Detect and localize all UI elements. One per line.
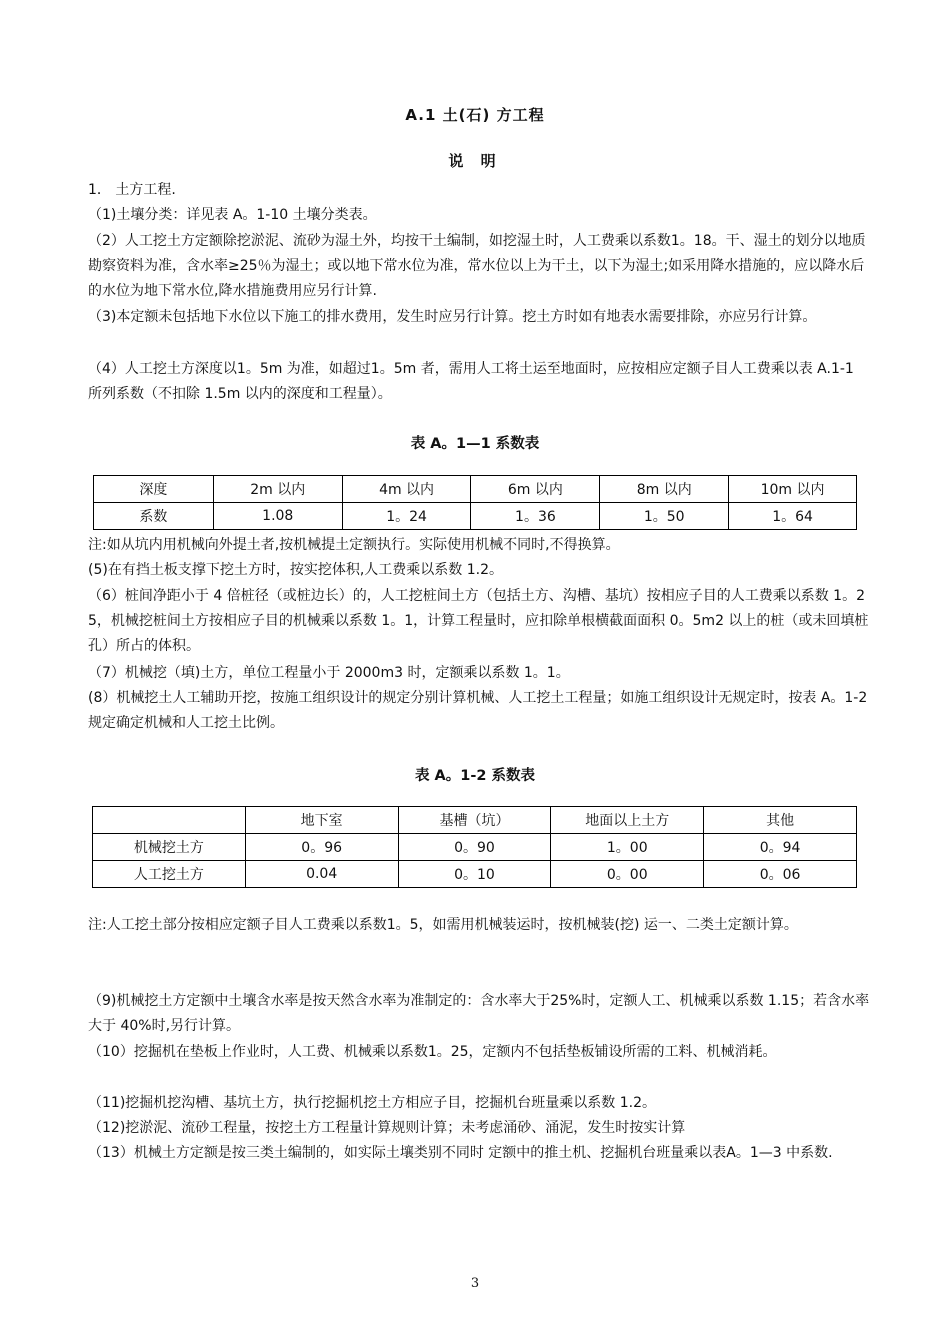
table2-row [93, 834, 857, 861]
table2-cell: 0。96 [245, 834, 398, 861]
table1-cell: 1。24 [342, 503, 471, 530]
paragraph-1-4: （4）人工挖土方深度以1。5m 为准，如超过1。5m 者，需用人工将土运至地面时，应按相应定额子目人工费乘以表 A.1-1 所列系数（不扣除 1.5m 以内的深度和工程量）。 [88, 361, 854, 402]
table2-row [93, 861, 857, 888]
section-title: A.1 土(石) 方工程 [405, 106, 545, 124]
table2-header-cell: 地下室 [245, 807, 398, 834]
table1-header-cell: 深度 [94, 476, 214, 503]
page-number: 3 [470, 1276, 480, 1291]
paragraph-9: （9)机械挖土方定额中土壤含水率是按天然含水率为准制定的：含水率大于25%时，定额人工、机械乘以系数 1.15；若含水率大于 40%时,另行计算。 [88, 993, 870, 1034]
table2-cell: 人工挖土方 [93, 861, 246, 888]
paragraph-7: （7）机械挖（填)土方，单位工程量小于 2000m3 时，定额乘以系数 1。1。 [88, 665, 570, 681]
paragraph-11: （11)挖掘机挖沟槽、基坑土方，执行挖掘机挖土方相应子目，挖掘机台班量乘以系数 1.2。 [88, 1095, 656, 1111]
table1-cell: 1。50 [600, 503, 729, 530]
table2-header-cell: 地面以上土方 [551, 807, 704, 834]
table1-header-cell: 6m 以内 [471, 476, 600, 503]
table1-caption: 表 A。1—1 系数表 [410, 436, 540, 452]
table2-header-cell: 基槽（坑） [398, 807, 551, 834]
table2-cell: 0.04 [245, 861, 398, 888]
table1-row [94, 503, 857, 530]
paragraph-1-3: （3)本定额未包括地下水位以下施工的排水费用，发生时应另行计算。挖土方时如有地表水需要排除，亦应另行计算。 [88, 309, 817, 325]
table2-note: 注:人工挖土部分按相应定额子目人工费乘以系数1。5，如需用机械装运时，按机械装(挖) 运一、二类土定额计算。 [88, 917, 798, 933]
table1-cell: 1。64 [729, 503, 857, 530]
table2-cell: 0。10 [398, 861, 551, 888]
table1-note: 注:如从坑内用机械向外提土者,按机械提土定额执行。实际使用机械不同时,不得换算。 [88, 537, 620, 553]
table2-cell: 0。06 [704, 861, 857, 888]
table1-cell: 系数 [94, 503, 214, 530]
table2-cell: 0。94 [704, 834, 857, 861]
table2-cell: 0。90 [398, 834, 551, 861]
paragraph-1-2: （2）人工挖土方定额除挖淤泥、流砂为湿土外，均按干土编制，如挖湿土时，人工费乘以系数1。18。干、湿土的划分以地质勘察资料为准，含水率≥25％为湿土；或以地下常水位为准，常水位以上为干土，以下为湿土;如采用降水措施的，应以降水后的水位为地下常水位,降水措施费用应另行计算. [88, 233, 866, 299]
table1-header-cell: 8m 以内 [600, 476, 729, 503]
table1-header-row [94, 476, 857, 503]
table1-header-cell: 10m 以内 [729, 476, 857, 503]
table2-cell: 0。00 [551, 861, 704, 888]
table2-header-row [93, 807, 857, 834]
paragraph-1: 1． 土方工程. [88, 182, 176, 198]
table1-cell: 1。36 [471, 503, 600, 530]
table1-header-cell: 4m 以内 [342, 476, 471, 503]
paragraph-1-1: （1)土壤分类：详见表 A。1-10 土壤分类表。 [88, 207, 377, 223]
table1-header-cell: 2m 以内 [213, 476, 342, 503]
table2-cell: 机械挖土方 [93, 834, 246, 861]
paragraph-6: （6）桩间净距小于 4 倍桩径（或桩边长）的，人工挖桩间土方（包括土方、沟槽、基坑）按相应子目的人工费乘以系数 1。25，机械挖桩间土方按相应子目的机械乘以系数 1。1，计算工程量时，应扣除单根横截面面积 0。5m2 以上的桩（或未回填桩孔）所占的体积。 [88, 588, 869, 654]
paragraph-10: （10）挖掘机在垫板上作业时，人工费、机械乘以系数1。25，定额内不包括垫板铺设所需的工料、机械消耗。 [88, 1044, 777, 1060]
section-subtitle: 说 明 [448, 152, 502, 170]
paragraph-8: (8）机械挖土人工辅助开挖，按施工组织设计的规定分别计算机械、人工挖土工程量；如施工组织设计无规定时，按表 A。1-2 规定确定机械和人工挖土比例。 [88, 690, 868, 731]
table2-cell: 1。00 [551, 834, 704, 861]
table2-header-cell [93, 807, 246, 834]
paragraph-12: （12)挖淤泥、流砂工程量，按挖土方工程量计算规则计算；未考虑涌砂、涌泥，发生时按实计算 [88, 1120, 686, 1136]
coefficient-table-1 [93, 475, 857, 530]
paragraph-5: (5)在有挡土板支撑下挖土方时，按实挖体积,人工费乘以系数 1.2。 [88, 562, 503, 578]
table2-header-cell: 其他 [704, 807, 857, 834]
paragraph-13: （13）机械土方定额是按三类土编制的，如实际土壤类别不同时 定额中的推土机、挖掘机台班量乘以表A。1—3 中系数. [88, 1145, 833, 1161]
table2-caption: 表 A。1-2 系数表 [414, 768, 535, 784]
coefficient-table-2 [92, 806, 857, 888]
table1-cell: 1.08 [213, 503, 342, 530]
